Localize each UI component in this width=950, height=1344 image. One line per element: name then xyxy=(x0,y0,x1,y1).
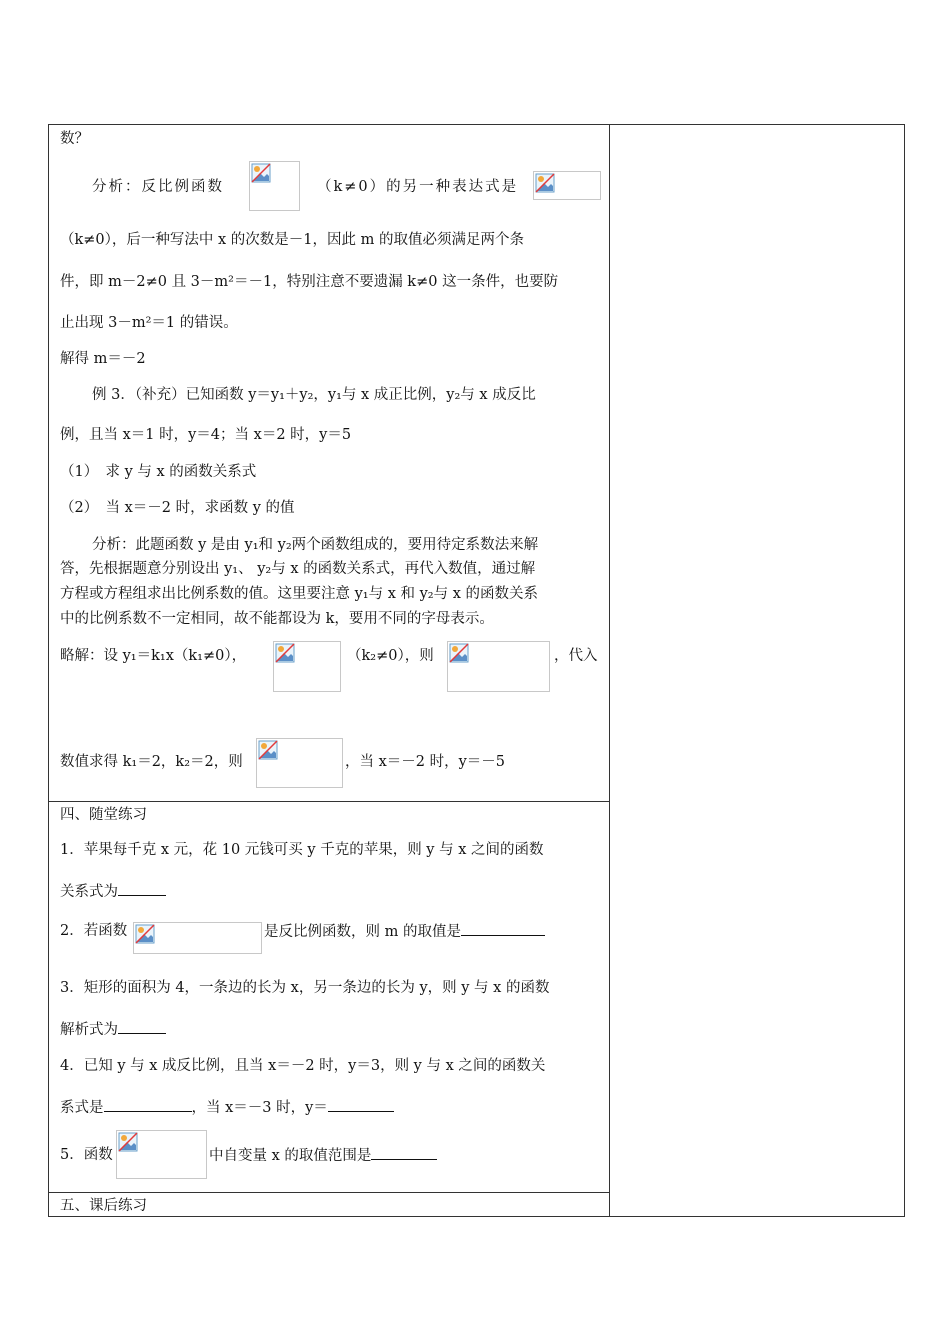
text-line: 数？ xyxy=(60,131,89,147)
text-line: 止出现 3－m²＝1 的错误。 xyxy=(60,315,238,331)
question-4-cont: 系式是 ，当 x＝－3 时，y＝ xyxy=(60,1097,460,1118)
section-title: 四、随堂练习 xyxy=(60,807,147,823)
column-divider xyxy=(609,125,610,1216)
worksheet-table xyxy=(48,124,905,1217)
row-divider-5 xyxy=(49,1192,609,1193)
question-5: 5．函数 xyxy=(60,1147,113,1163)
question-3: 3．矩形的面积为 4，一条边的长为 x，另一条边的长为 y，则 y 与 x 的函数 xyxy=(60,980,550,996)
text-line: 件，即 m－2≠0 且 3－m²＝－1，特别注意不要遗漏 k≠0 这一条件，也要防 xyxy=(60,274,559,290)
answer-blank xyxy=(328,1097,394,1112)
text-line: （k₂≠0），则 xyxy=(347,648,434,664)
section-title: 五、课后练习 xyxy=(60,1198,147,1214)
text-line: 例，且当 x＝1 时，y＝4；当 x＝2 时，y＝5 xyxy=(60,427,352,443)
answer-blank xyxy=(104,1097,192,1112)
answer-blank xyxy=(118,881,166,896)
text-line: 分析：此题函数 y 是由 y₁和 y₂两个函数组成的，要用待定系数法来解 xyxy=(92,537,539,553)
formula-image-icon xyxy=(116,1130,207,1179)
formula-image-icon xyxy=(256,738,343,788)
text-line: 方程或方程组求出比例系数的值。这里要注意 y₁与 x 和 y₂与 x 的函数关系 xyxy=(60,586,539,602)
question-3-cont: 解析式为 xyxy=(60,1019,260,1040)
text-line: 解得 m＝－2 xyxy=(60,351,146,367)
text-line: 略解：设 y₁＝k₁x（k₁≠0）， xyxy=(60,648,247,664)
text-line: 中的比例系数不一定相同，故不能都设为 k，要用不同的字母表示。 xyxy=(60,611,494,627)
question-1-cont: 关系式为 xyxy=(60,881,260,902)
question-2-cont: 是反比例函数，则 m 的取值是 xyxy=(264,921,584,942)
text-line: （k≠0），后一种写法中 x 的次数是－1，因此 m 的取值必须满足两个条 xyxy=(60,232,524,248)
question-2: 2．若函数 xyxy=(60,923,128,939)
text-line: （2） 当 x＝－2 时，求函数 y 的值 xyxy=(60,500,295,516)
answer-blank xyxy=(118,1019,166,1034)
formula-image-icon xyxy=(447,641,550,692)
text-line: 数值求得 k₁＝2，k₂＝2，则 xyxy=(60,754,243,770)
answer-blank xyxy=(461,921,545,936)
text-line: 答，先根据题意分别设出 y₁、 y₂与 x 的函数关系式，再代入数值，通过解 xyxy=(60,561,536,577)
question-5-cont: 中自变量 x 的取值范围是 xyxy=(209,1145,529,1166)
formula-image-icon xyxy=(133,922,262,954)
answer-blank xyxy=(371,1145,437,1160)
question-1: 1．苹果每千克 x 元，花 10 元钱可买 y 千克的苹果，则 y 与 x 之间的函数 xyxy=(60,842,544,858)
text-line: （k≠0）的另一种表达式是 xyxy=(317,179,519,195)
text-line: （1） 求 y 与 x 的函数关系式 xyxy=(60,464,257,480)
formula-image-icon xyxy=(533,171,601,200)
formula-image-icon xyxy=(249,161,300,211)
question-4: 4．已知 y 与 x 成反比例，且当 x＝－2 时，y＝3，则 y 与 x 之间的函数关 xyxy=(60,1058,546,1074)
text-line: ，当 x＝－2 时，y＝－5 xyxy=(345,754,506,770)
text-line: ，代入 xyxy=(554,648,598,664)
text-line: 分析：反比例函数 xyxy=(92,179,224,195)
text-line: 例 3．（补充）已知函数 y＝y₁＋y₂，y₁与 x 成正比例，y₂与 x 成反比 xyxy=(92,387,536,403)
formula-image-icon xyxy=(273,641,341,692)
row-divider-4 xyxy=(49,801,609,802)
